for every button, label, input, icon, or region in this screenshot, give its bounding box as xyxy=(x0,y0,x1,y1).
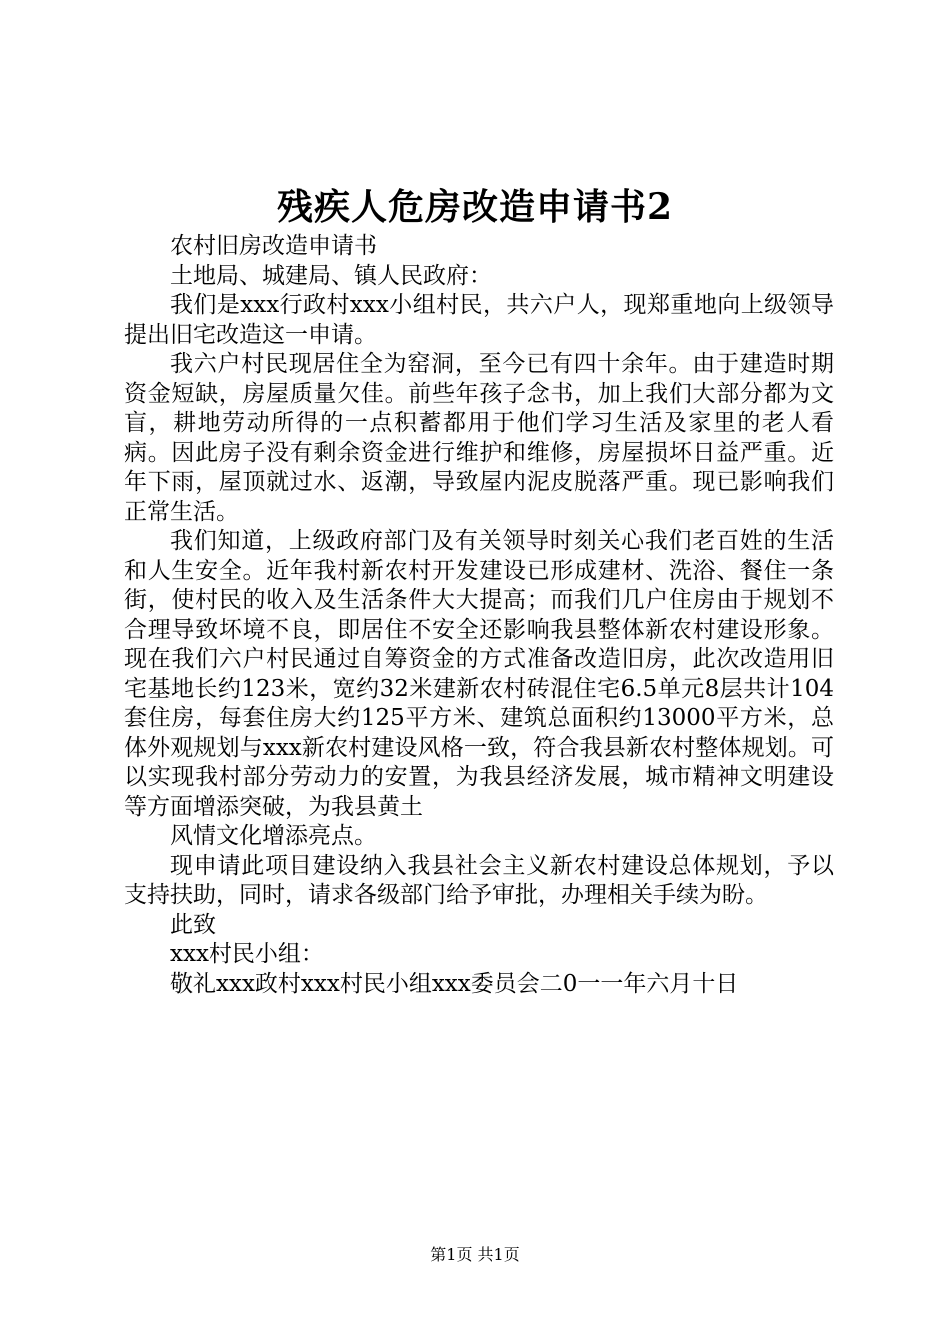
document-title: 残疾人危房改造申请书2 xyxy=(276,186,674,228)
paragraph-request: 现申请此项目建设纳入我县社会主义新农村建设总体规划，予以支持扶助，同时，请求各级部门给予审批，办理相关手续为盼。 xyxy=(124,852,834,908)
page-number: 第1页 共1页 xyxy=(430,1245,520,1264)
paragraph-intro: 我们是xxx行政村xxx小组村民，共六户人，现郑重地向上级领导提出旧宅改造这一申请。 xyxy=(124,292,834,348)
paragraph-plan: 我们知道，上级政府部门及有关领导时刻关心我们老百姓的生活和人生安全。近年我村新农村开发建设已形成建材、洗浴、餐住一条街，使村民的收入及生活条件大大提高；而我们几户住房由于规划不合理导致坏境不良，即居住不安全还影响我县整体新农村建设形象。现在我们六户村民通过自筹资金的方式准备改造旧房，此次改造用旧宅基地长约123米，宽约32米建新农村砖混住宅6.5单元8层共计104套住房，每套住房大约125平方米、建筑总面积约13000平方米，总体外观规划与xxx新农村建设风格一致，符合我县新农村整体规划。可以实现我村部分劳动力的安置，为我县经济发展，城市精神文明建设等方面增添突破，为我县黄土 xyxy=(124,528,834,820)
paragraph-recipient: xxx村民小组： xyxy=(170,941,324,967)
paragraph-plan-continued: 风情文化增添亮点。 xyxy=(170,823,377,849)
document-body xyxy=(124,232,834,999)
paragraph-addressee: 土地局、城建局、镇人民政府： xyxy=(170,262,492,289)
paragraph-heading: 农村旧房改造申请书 xyxy=(170,233,377,259)
paragraph-closing: 此致 xyxy=(170,911,216,938)
paragraph-situation: 我六户村民现居住全为窑洞，至今已有四十余年。由于建造时期资金短缺，房屋质量欠佳。前些年孩子念书，加上我们大部分都为文盲，耕地劳动所得的一点积蓄都用于他们学习生活及家里的老人看病。因此房子没有剩余资金进行维护和维修，房屋损坏日益严重。近年下雨，屋顶就过水、返潮，导致屋内泥皮脱落严重。现已影响我们正常生活。 xyxy=(124,351,834,525)
paragraph-signature: 敬礼xxx政村xxx村民小组xxx委员会二0一一年六月十日 xyxy=(170,970,739,997)
